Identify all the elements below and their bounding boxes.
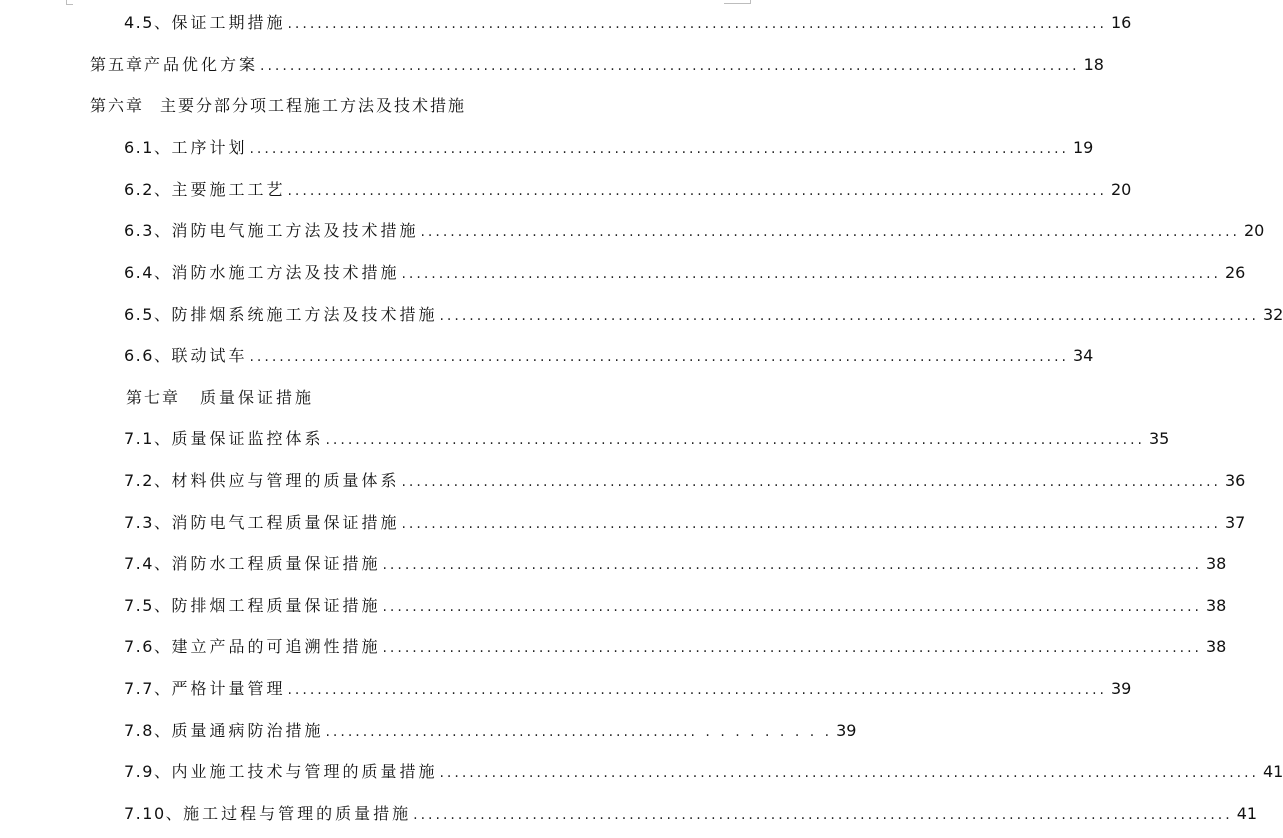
toc-entry[interactable] [124, 632, 1227, 662]
toc-entry[interactable] [124, 674, 1132, 704]
toc-page-number: 20 [1111, 180, 1132, 199]
toc-entry[interactable] [124, 216, 1265, 246]
toc-page-number: 38 [1206, 637, 1227, 656]
toc-entry-title: 严格计量管理 [171, 679, 286, 698]
toc-page-number: 19 [1073, 138, 1094, 157]
toc-entry-title: 消防水工程质量保证措施 [171, 554, 381, 573]
toc-entry-number: 7.1、 [124, 429, 172, 448]
toc-page-number: 20 [1244, 221, 1265, 240]
toc-entry-number: 6.5、 [124, 305, 172, 324]
toc-entry[interactable] [124, 258, 1246, 288]
toc-entry-title: 防排烟工程质量保证措施 [171, 596, 381, 615]
toc-chapter-entry[interactable] [90, 91, 694, 121]
toc-entry-title: 质量通病防治措施 [171, 721, 324, 740]
toc-entry-title: 施工过程与管理的质量措施 [183, 804, 412, 823]
toc-dot-leader: .............................................................................................................. [249, 141, 1069, 157]
toc-dot-leader: .............................................................................................................. [401, 516, 1221, 532]
toc-entry-number: 7.4、 [124, 554, 172, 573]
toc-entry[interactable] [124, 341, 1094, 371]
toc-dot-leader: .................................................. . . . . . . . . . [325, 724, 833, 740]
toc-entry[interactable] [124, 549, 1227, 579]
toc-entry[interactable] [124, 799, 1258, 829]
page-corner-mark-left [66, 0, 73, 5]
toc-entry-number: 6.4、 [124, 263, 172, 282]
toc-entry[interactable] [124, 300, 1283, 330]
toc-page-number: 38 [1206, 554, 1227, 573]
toc-chapter-title: 主要分部分项工程施工方法及技术措施 [160, 96, 467, 115]
toc-entry-title: 保证工期措施 [171, 13, 286, 32]
toc-dot-leader: .............................................................................................................. [287, 682, 1107, 698]
toc-dot-leader: .............................................................................................................. [382, 557, 1202, 573]
toc-page-number: 32 [1263, 305, 1283, 324]
toc-chapter-title: 产品优化方案 [144, 55, 259, 74]
toc-entry-number: 7.10、 [124, 804, 184, 823]
toc-entry-title: 消防电气工程质量保证措施 [171, 513, 400, 532]
toc-entry-number: 7.2、 [124, 471, 172, 490]
toc-chapter-title: 质量保证措施 [200, 388, 315, 407]
toc-chapter-label: 第六章 [90, 96, 145, 115]
toc-page-number: 18 [1083, 55, 1104, 74]
toc-entry[interactable] [124, 175, 1132, 205]
toc-dot-leader: .............................................................................................................. [325, 432, 1145, 448]
toc-entry-title: 主要施工工艺 [171, 180, 286, 199]
toc-page-number: 39 [836, 721, 857, 740]
toc-entry[interactable] [124, 716, 857, 746]
toc-chapter-entry[interactable] [90, 50, 1104, 80]
toc-entry[interactable] [124, 466, 1246, 496]
toc-page-number: 38 [1206, 596, 1227, 615]
toc-dot-leader: .............................................................................................................. [382, 599, 1202, 615]
toc-entry-number: 4.5、 [124, 13, 172, 32]
toc-dot-leader: .............................................................................................................. [420, 224, 1240, 240]
toc-entry[interactable] [124, 133, 1094, 163]
toc-entry-title: 消防水施工方法及技术措施 [171, 263, 400, 282]
toc-entry[interactable] [124, 8, 1132, 38]
toc-page-number: 36 [1225, 471, 1246, 490]
toc-entry[interactable] [124, 591, 1227, 621]
toc-page-number: 41 [1263, 762, 1283, 781]
toc-dot-leader: .............................................................................................................. [413, 807, 1233, 823]
toc-dot-leader: .............................................................................................................. [401, 474, 1221, 490]
toc-entry[interactable] [124, 757, 1283, 787]
toc-dot-leader: .............................................................................................................. [401, 266, 1221, 282]
toc-entry-number: 6.3、 [124, 221, 172, 240]
toc-dot-leader: .............................................................................................................. [260, 58, 1080, 74]
toc-dot-leader: .............................................................................................................. [287, 183, 1107, 199]
toc-entry-number: 7.8、 [124, 721, 172, 740]
toc-page-number: 34 [1073, 346, 1094, 365]
toc-page-number: 35 [1149, 429, 1170, 448]
toc-entry-title: 消防电气施工方法及技术措施 [171, 221, 419, 240]
toc-dot-leader: .............................................................................................................. [249, 349, 1069, 365]
toc-entry-number: 6.6、 [124, 346, 172, 365]
toc-page-number: 41 [1236, 804, 1258, 823]
toc-dot-leader: .............................................................................................................. [287, 16, 1107, 32]
toc-page-number: 16 [1111, 13, 1132, 32]
toc-entry-title: 质量保证监控体系 [171, 429, 324, 448]
toc-dot-leader: .............................................................................................................. [439, 765, 1259, 781]
toc-entry-number: 7.5、 [124, 596, 172, 615]
toc-page-number: 39 [1111, 679, 1132, 698]
toc-entry-number: 7.3、 [124, 513, 172, 532]
toc-entry-number: 7.7、 [124, 679, 172, 698]
toc-entry[interactable] [124, 424, 1170, 454]
page-corner-mark-right [724, 0, 751, 4]
toc-entry-number: 6.1、 [124, 138, 172, 157]
toc-page-number: 37 [1225, 513, 1246, 532]
toc-entry-title: 内业施工技术与管理的质量措施 [171, 762, 438, 781]
toc-chapter-entry[interactable] [126, 383, 694, 413]
toc-entry-title: 建立产品的可追溯性措施 [171, 637, 381, 656]
toc-entry[interactable] [124, 508, 1246, 538]
toc-dot-leader: .............................................................................................................. [382, 640, 1202, 656]
toc-entry-title: 材料供应与管理的质量体系 [171, 471, 400, 490]
toc-page-number: 26 [1225, 263, 1246, 282]
toc-chapter-label: 第七章 [126, 388, 181, 407]
toc-entry-title: 联动试车 [171, 346, 248, 365]
toc-entry-number: 6.2、 [124, 180, 172, 199]
toc-entry-title: 工序计划 [171, 138, 248, 157]
toc-chapter-label: 第五章 [90, 55, 145, 74]
toc-entry-number: 7.6、 [124, 637, 172, 656]
toc-dot-leader: .............................................................................................................. [439, 308, 1259, 324]
toc-entry-title: 防排烟系统施工方法及技术措施 [171, 305, 438, 324]
toc-entry-number: 7.9、 [124, 762, 172, 781]
